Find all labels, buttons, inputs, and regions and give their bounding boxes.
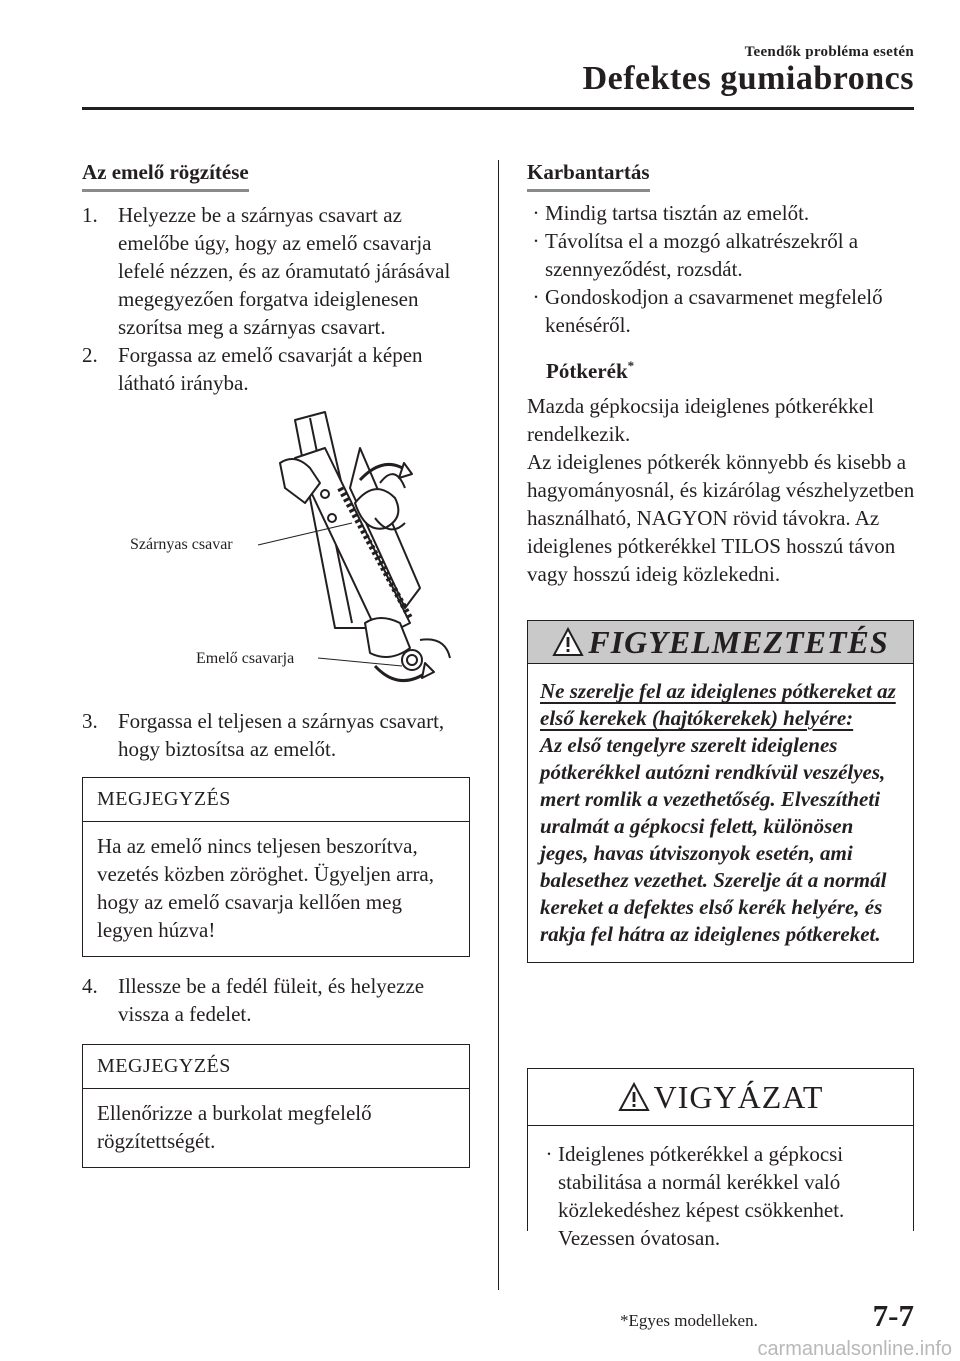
watermark: carmanualsonline.info <box>757 1338 952 1360</box>
caution-list <box>528 1126 913 1252</box>
list-item: · Távolítsa el a mozgó alkatrészekről a szennyeződést, rozsdát. <box>532 229 859 281</box>
spare-paragraph-2: Az ideiglenes pótkerék könnyebb és kisebb a hagyományosnál, és kizárólag vészhelyzetben használható, NAGYON rövid távokra. Az ideiglenes pótkerékkel TILOS hosszú távon vagy hosszú ideig közlekedni. <box>527 450 915 586</box>
jack-illustration <box>120 408 480 700</box>
warning-header <box>528 621 913 664</box>
list-item: 3. Forgassa el teljesen a szárnyas csavart, hogy biztosítsa az emelőt. <box>82 709 445 761</box>
label-jack-screw: Emelő csavarja <box>196 650 295 667</box>
spare-paragraph-1: Mazda gépkocsija ideiglenes pótkerékkel rendelkezik. <box>527 394 874 446</box>
note-text: Ellenőrizze a burkolat megfelelő rögzítettségét. <box>97 1101 372 1153</box>
spare-heading: Pótkerék* <box>546 358 635 383</box>
note-box <box>82 1044 470 1168</box>
note-title: MEGJEGYZÉS <box>83 778 469 822</box>
footnote: *Egyes modelleken. <box>620 1311 758 1330</box>
note-text: Ha az emelő nincs teljesen beszorítva, vezetés közben zöröghet. Ügyeljen arra, hogy az emelő csavarja kellően meg legyen húzva! <box>97 834 435 942</box>
warning-lead: Ne szerelje fel az ideiglenes pótkereket az első kerekek (hajtókerekek) helyére: <box>540 679 896 730</box>
warning-title: FIGYELMEZTETÉS <box>588 623 889 660</box>
jack-figure <box>120 408 480 700</box>
chapter-subtitle: Teendők probléma esetén <box>744 44 914 60</box>
steps-list <box>82 201 474 397</box>
maintenance-list <box>527 199 917 339</box>
caution-title: VIGYÁZAT <box>653 1078 824 1115</box>
warning-triangle-icon <box>552 627 584 657</box>
list-item: 2. Forgassa az emelő csavarját a képen látható irányba. <box>82 343 423 395</box>
list-item: · Gondoskodjon a csavarmenet megfelelő kenéséről. <box>532 285 883 337</box>
section-heading-maintenance: Karbantartás <box>527 160 650 192</box>
list-item: · Mindig tartsa tisztán az emelőt. <box>532 201 810 225</box>
note-title: MEGJEGYZÉS <box>83 1045 469 1089</box>
header-divider <box>82 107 914 110</box>
list-item: · Ideiglenes pótkerékkel a gépkocsi stabilitása a normál kerékkel való közlekedéshez képest csökkenhet. Vezessen óvatosan. <box>545 1142 845 1250</box>
page-title: Defektes gumiabroncs <box>582 60 914 97</box>
list-item: 4. Illessze be a fedél füleit, és helyezze vissza a fedelet. <box>82 974 425 1026</box>
caution-header <box>528 1069 913 1126</box>
warning-text: Az első tengelyre szerelt ideiglenes pótkerékkel autózni rendkívül veszélyes, mert romlik a vezethetőség. Elveszítheti uralmát a gépkocsi felett, különösen jeges, havas útviszonyok esetén, ami balesethez vezethet. Szerelje át a normál kereket a defektes első kerék helyére, és rakja fel hátra az ideiglenes pótkereket. <box>540 733 887 946</box>
warning-box <box>527 620 914 963</box>
note-box <box>82 777 470 957</box>
label-wing-bolt: Szárnyas csavar <box>130 536 233 553</box>
warning-body <box>528 664 913 962</box>
page-number: 7-7 <box>872 1298 914 1333</box>
section-heading-jack: Az emelő rögzítése <box>82 160 249 192</box>
list-item: 1. Helyezze be a szárnyas csavart az emelőbe úgy, hogy az emelő csavarja lefelé nézzen, és az óramutató járásával megegyezően forgatva ideiglenesen szorítsa meg a szárnyas csavart. <box>82 203 451 339</box>
caution-box <box>527 1068 914 1250</box>
column-divider <box>498 160 499 1290</box>
caution-triangle-icon <box>618 1082 650 1112</box>
